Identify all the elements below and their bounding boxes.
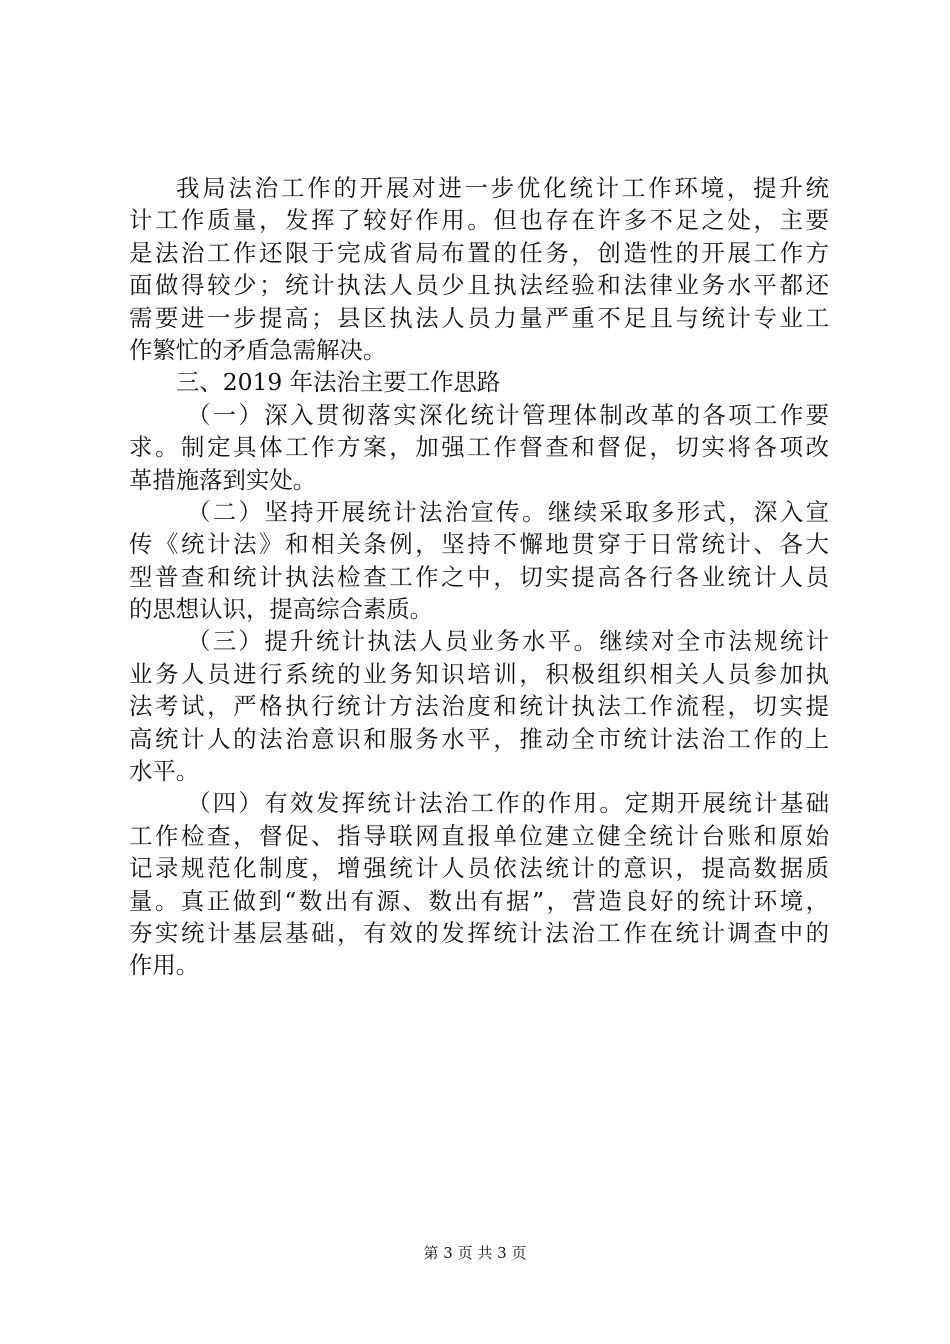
page-footer: 第 3 页 共 3 页	[423, 1244, 527, 1262]
paragraph-line: 革措施落到实处。	[129, 465, 317, 494]
paragraph-line: 的思想认识，提高综合素质。	[129, 595, 434, 624]
paragraph-line: 水平。	[129, 757, 200, 786]
paragraph-line: （二）坚持开展统计法治宣传。继续采取多形式，深入宣	[187, 497, 829, 526]
paragraph-line: 我局法治工作的开展对进一步优化统计工作环境，提升统	[176, 174, 829, 202]
paragraph-line: 夯实统计基层基础，有效的发挥统计法治工作在统计调查中的	[129, 918, 829, 947]
paragraph-line: 记录规范化制度，增强统计人员依法统计的意识，提高数据质	[129, 854, 829, 883]
paragraph-line: 业务人员进行系统的业务知识培训，积极组织相关人员参加执	[129, 659, 829, 688]
section-heading: 三、2019 年法治主要工作思路	[176, 368, 501, 397]
paragraph-line: 面做得较少；统计执法人员少且执法经验和法律业务水平都还	[129, 271, 829, 300]
paragraph-line: 计工作质量，发挥了较好作用。但也存在许多不足之处，主要	[129, 206, 829, 235]
paragraph-line: 高统计人的法治意识和服务水平，推动全市统计法治工作的上	[129, 724, 829, 753]
paragraph-line: （一）深入贯彻落实深化统计管理体制改革的各项工作要	[187, 400, 829, 429]
paragraph-line: 传《统计法》和相关条例，坚持不懈地贯穿于日常统计、各大	[129, 530, 829, 559]
paragraph-line: 工作检查，督促、指导联网直报单位建立健全统计台账和原始	[129, 821, 829, 850]
paragraph-line: 作繁忙的矛盾急需解决。	[129, 335, 387, 364]
paragraph-line: 是法治工作还限于完成省局布置的任务，创造性的开展工作方	[129, 238, 829, 267]
paragraph-line: 法考试，严格执行统计方法治度和统计执法工作流程，切实提	[129, 692, 829, 721]
document-body	[129, 172, 829, 982]
paragraph-line: 需要进一步提高；县区执法人员力量严重不足且与统计专业工	[129, 303, 829, 332]
paragraph-line: （三）提升统计执法人员业务水平。继续对全市法规统计	[187, 627, 829, 656]
paragraph-line: 求。制定具体工作方案，加强工作督查和督促，切实将各项改	[129, 433, 829, 462]
paragraph-line: （四）有效发挥统计法治工作的作用。定期开展统计基础	[187, 789, 829, 818]
paragraph-line: 作用。	[129, 951, 200, 980]
paragraph-line: 型普查和统计执法检查工作之中，切实提高各行各业统计人员	[129, 562, 829, 591]
paragraph-line: 量。真正做到“数出有源、数出有据”，营造良好的统计环境，	[129, 886, 829, 915]
